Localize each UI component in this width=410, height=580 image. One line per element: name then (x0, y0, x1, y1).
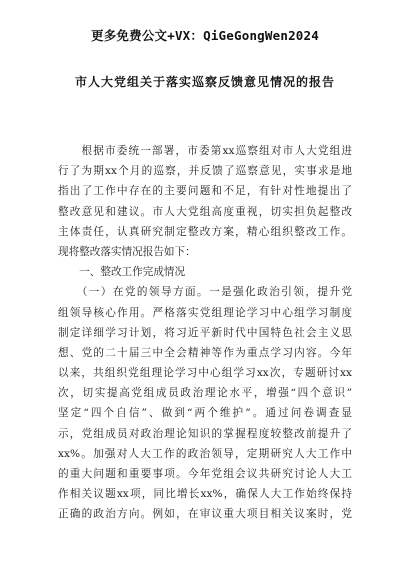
body-line: 行了为期xx个月的巡察，并反馈了巡察意见，实事求是地 (58, 165, 352, 178)
body-line: 示，党组成员对政治理论知识的掌握程度较整改前提升了 (58, 427, 352, 440)
body-line: 制定详细学习计划，将习近平新时代中国特色社会主义思 (58, 326, 352, 339)
body-line: 指出了工作中存在的主要问题和不足，有针对性地提出了 (58, 185, 352, 198)
body-line: 作相关议题xx项，同比增长xx%，确保人大工作始终保持 (58, 488, 352, 501)
body-line: 正确的政治方向。例如，在审议重大项目相关议案时，党 (58, 508, 352, 521)
body-line: 组领导核心作用。严格落实党组理论学习中心组学习制度 (58, 306, 352, 319)
watermark-text: 更多免费公文+VX：QiGeGongWen2024 (91, 28, 319, 43)
body-line: （一）在党的领导方面。一是强化政治引领，提升党 (58, 286, 352, 299)
body-line: 整改意见和建议。市人大党组高度重视，切实担负起整改 (58, 205, 352, 218)
body-line: 次，切实提高党组成员政治理论水平，增强“四个意识” (58, 387, 352, 400)
body-line: 主体责任，认真研究制定整改方案，精心组织整改工作。 (58, 225, 352, 238)
body-line: 的重大问题和重要事项。今年党组会议共研究讨论人大工 (58, 468, 352, 480)
document-title: 市人大党组关于落实巡察反馈意见情况的报告 (74, 75, 335, 89)
body-line: xx%。加强对人大工作的政治领导，定期研究人大工作中 (58, 447, 352, 460)
document-body (58, 141, 352, 525)
body-line: 现将整改落实情况报告如下： (58, 245, 196, 258)
section-heading: 一、整改工作完成情况 (58, 266, 186, 279)
body-line: 以来，共组织党组理论学习中心组学习xx次，专题研讨xx (58, 367, 352, 380)
body-line: 坚定“四个自信”、做到“两个维护”。通过问卷调查显 (58, 407, 352, 420)
body-line: 根据市委统一部署，市委第xx巡察组对市人大党组进 (58, 145, 352, 157)
body-line: 想、党的二十届三中全会精神等作为重点学习内容。今年 (58, 346, 352, 359)
